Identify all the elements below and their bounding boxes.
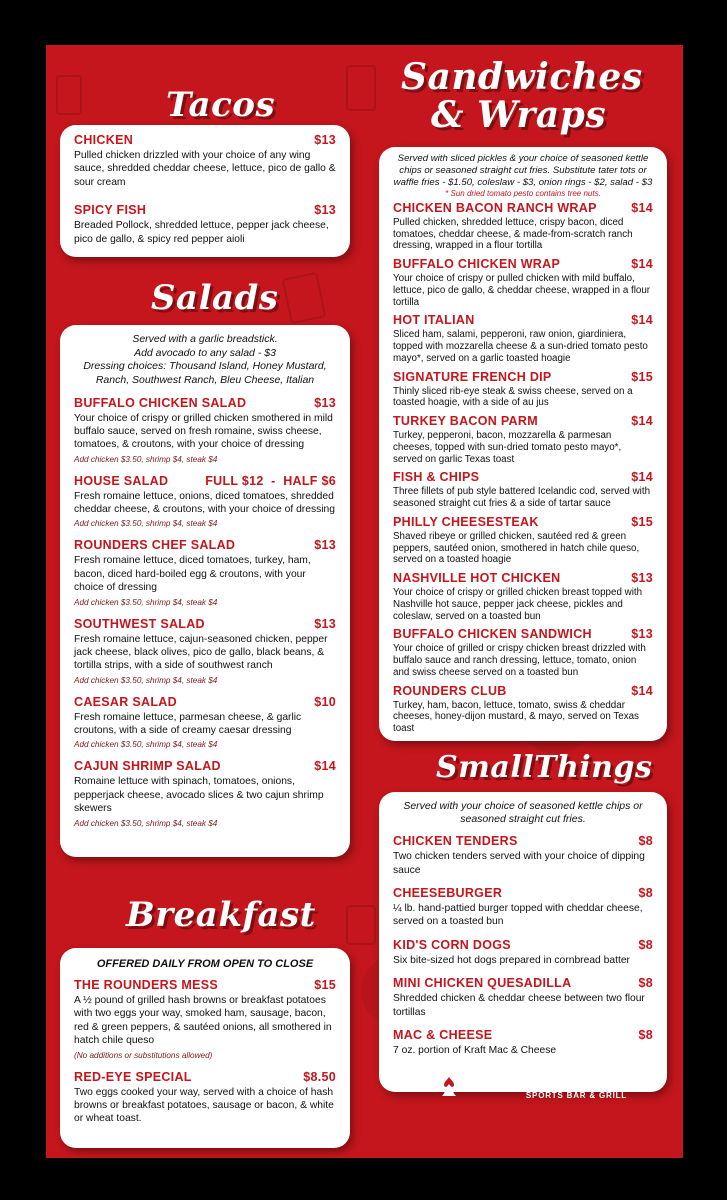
item-name: NASHVILLE HOT CHICKEN: [393, 571, 561, 586]
item-name: KID'S CORN DOGS: [393, 937, 511, 952]
item-name: PHILLY CHEESESTEAK: [393, 514, 539, 529]
item-addon: Add chicken $3.50, shrimp $4, steak $4: [74, 818, 218, 828]
breakfast-card: [60, 948, 350, 1148]
item-price: $13: [314, 395, 336, 410]
item-name: MAC & CHEESE: [393, 1027, 493, 1042]
list-item: [74, 203, 336, 246]
item-name: CHEESEBURGER: [393, 886, 503, 900]
item-description: Turkey, ham, bacon, lettuce, tomato, swiss & cheddar cheeses, honey-dijon mustard, & mayo, served on Texas toast: [393, 699, 639, 735]
item-price: $15: [631, 514, 653, 529]
glass-icon: [346, 65, 376, 111]
item-addon: Add chicken $3.50, shrimp $4, steak $4: [74, 675, 218, 685]
item-name: ROUNDERS CLUB: [393, 683, 507, 698]
salads-heading: Salads: [151, 278, 279, 318]
item-description: Pulled chicken drizzled with your choice of any wing sauce, shredded cheddar cheese, lettuce, pico de gallo & sour cream: [74, 150, 336, 188]
item-price: $14: [631, 683, 653, 698]
glass-icon: [346, 905, 376, 945]
item-name: CAESAR SALAD: [74, 694, 177, 709]
item-addon: Add chicken $3.50, shrimp $4, steak $4: [74, 454, 218, 464]
sandwiches-note-small: * Sun dried tomato pesto contains tree nuts.: [445, 188, 601, 198]
item-name: CHICKEN: [74, 133, 134, 147]
item-addon: (No additions or substitutions allowed): [74, 1050, 213, 1060]
item-description: Three fillets of pub style battered Icelandic cod, served with seasoned straight cut fries & a side of tartar sauce: [393, 486, 651, 510]
item-price: $14: [314, 759, 336, 774]
spade-icon: [436, 1068, 462, 1098]
item-name: HOUSE SALAD: [74, 473, 169, 488]
item-name: THE ROUNDERS MESS: [74, 978, 219, 992]
small-things-note: Served with your choice of seasoned kettle chips or seasoned straight cut fries.: [403, 800, 643, 826]
list-item: [393, 370, 653, 410]
item-name: ROUNDERS CHEF SALAD: [74, 538, 236, 553]
list-item: [74, 474, 336, 529]
item-price: $14: [631, 414, 653, 429]
item-description: Fresh romaine lettuce, diced tomatoes, turkey, ham, bacon, diced hard-boiled egg & croutons, with your choice of dressing: [74, 555, 311, 594]
item-description: ¼ lb. hand-pattied burger topped with cheddar cheese, served on a toasted bun: [393, 903, 643, 928]
item-description: Your choice of grilled or crispy chicken breast drizzled with buffalo sauce and ranch dressing, lettuce, tomato, onion and swiss cheese served on a toasted bun: [393, 643, 646, 678]
item-price: $15: [631, 369, 653, 384]
item-addon: Add chicken $3.50, shrimp $4, steak $4: [74, 519, 218, 529]
brand-name: ROUNDERS: [468, 1065, 627, 1093]
item-description: Your choice of crispy or grilled chicken breast topped with Nashville hot sauce, pepper jack cheese, pickles and coleslaw, served on a toasted bun: [393, 587, 643, 622]
item-name: FISH & CHIPS: [393, 470, 480, 485]
tacos-heading: Tacos: [166, 85, 276, 125]
item-name: CHICKEN BACON RANCH WRAP: [393, 200, 597, 215]
list-item: [74, 538, 336, 606]
item-description: Fresh romaine lettuce, cajun-seasoned chicken, pepper jack cheese, black olives, pico de gallo, black beans, & tortilla strips, with a side of southwest ranch: [74, 633, 328, 672]
item-price: $14: [631, 200, 653, 215]
item-description: Pulled chicken, shredded lettuce, crispy bacon, diced tomatoes, cheddar cheese, & made-from-scratch ranch dressing, wrapped in a flour tortilla: [393, 216, 633, 252]
item-description: Your choice of crispy or pulled chicken with mild buffalo, lettuce, pico de gallo, & cheddar cheese, wrapped in a flour tortilla: [393, 273, 651, 308]
item-description: Six bite-sized hot dogs prepared in cornbread batter: [393, 954, 630, 966]
item-name: HOT ITALIAN: [393, 313, 475, 328]
item-description: Breaded Pollock, shredded lettuce, pepper jack cheese, pico de gallo, & spicy red pepper aioli: [74, 220, 329, 245]
item-description: Thinly sliced rib-eye steak & swiss cheese, served on a toasted hoagie, with a side of au jus: [393, 385, 633, 409]
item-name: SPICY FISH: [74, 203, 147, 218]
list-item: [393, 1028, 653, 1057]
list-item: [74, 978, 336, 1060]
breakfast-heading: Breakfast: [126, 895, 316, 935]
tacos-card: [60, 125, 350, 257]
list-item: [393, 414, 653, 465]
item-price: $8: [638, 886, 653, 900]
list-item: [74, 396, 336, 464]
item-description: Two eggs cooked your way, served with a choice of hash browns or breakfast potatoes, sausage or bacon, & white or wheat toast.: [74, 1086, 334, 1125]
list-item: [393, 201, 653, 252]
item-description: Sliced ham, salami, pepperoni, raw onion, giardiniera, topped with mozzarella cheese & a sun-dried tomato pesto mayo*, served on a garlic toasted hoagie: [393, 329, 648, 364]
small-things-card: [379, 792, 667, 1092]
sandwiches-heading: Sandwiches & Wraps: [401, 56, 643, 136]
list-item: [393, 257, 653, 308]
item-price: $13: [314, 538, 336, 553]
item-addon: Add chicken $3.50, shrimp $4, steak $4: [74, 740, 218, 750]
small-things-heading: SmallThings: [436, 750, 653, 785]
item-price: FULL $12 - HALF $6: [205, 473, 336, 488]
menu-board: [46, 45, 683, 1158]
item-price: $8: [638, 937, 653, 952]
item-name: BUFFALO CHICKEN SANDWICH: [393, 627, 592, 642]
item-price: $14: [631, 313, 653, 328]
item-description: 7 oz. portion of Kraft Mac & Cheese: [393, 1044, 557, 1056]
list-item: [393, 515, 653, 566]
item-description: Fresh romaine lettuce, parmesan cheese, & garlic croutons, with a side of creamy caesar dressing: [74, 711, 302, 737]
list-item: [393, 470, 653, 510]
item-name: MINI CHICKEN QUESADILLA: [393, 976, 572, 991]
list-item: [74, 1070, 336, 1126]
list-item: [393, 571, 653, 622]
item-price: $14: [631, 257, 653, 272]
card-icon: [282, 272, 327, 324]
list-item: [393, 627, 653, 678]
list-item: [74, 617, 336, 685]
item-description: Fresh romaine lettuce, onions, diced tomatoes, shredded cheddar cheese, & croutons, with your choice of dressing: [74, 490, 335, 516]
item-price: $13: [631, 571, 653, 586]
item-name: SIGNATURE FRENCH DIP: [393, 369, 552, 384]
item-description: Turkey, pepperoni, bacon, mozzarella & parmesan cheeses, topped with sun-dried tomato pesto mayo*, served on garlic Texas toast: [393, 430, 622, 465]
item-description: Your choice of crispy or grilled chicken smothered in mild buffalo sauce, served on fresh romaine, swiss cheese, tomatoes, & croutons, with your choice of dressing: [74, 412, 333, 451]
brand-logo: [436, 1065, 627, 1100]
list-item: [74, 695, 336, 750]
list-item: [393, 976, 653, 1019]
item-price: $13: [314, 203, 336, 218]
item-description: Two chicken tenders served with your choice of dipping sauce: [393, 851, 645, 876]
item-price: $8.50: [303, 1069, 336, 1084]
glass-icon: [56, 75, 82, 115]
list-item: [393, 938, 653, 967]
item-price: $13: [631, 627, 653, 642]
item-description: Shaved ribeye or grilled chicken, sautéed red & green peppers, sautéed onion, smothered in hatch chile queso, served on a toasted hoagie: [393, 530, 640, 566]
item-price: $14: [631, 470, 653, 485]
list-item: [74, 133, 336, 189]
sandwiches-card: [379, 147, 667, 741]
brand-tagline: SPORTS BAR & GRILL: [525, 1091, 627, 1100]
item-description: Romaine lettuce with spinach, tomatoes, onions, pepperjack cheese, avocado slices & two cajun shrimp skewers: [74, 776, 324, 815]
salads-card: [60, 325, 350, 857]
salads-note: Served with a garlic breadstick. Add avocado to any salad - $3 Dressing choices: Thousand Island, Honey Mustard, Ranch, Southwest Ranch, Bleu Cheese, Italian: [83, 333, 327, 386]
list-item: [393, 834, 653, 877]
sandwiches-note: Served with sliced pickles & your choice of seasoned kettle chips or seasoned straight cut fries. Substitute tater tots or waffle fries - $1.50, coleslaw - $3, onion rings - $2, salad - $3: [393, 153, 653, 188]
item-name: SOUTHWEST SALAD: [74, 616, 205, 631]
breakfast-note: OFFERED DAILY FROM OPEN TO CLOSE: [96, 958, 314, 970]
item-name: RED-EYE SPECIAL: [74, 1069, 192, 1084]
item-addon: Add chicken $3.50, shrimp $4, steak $4: [74, 597, 218, 607]
item-price: $15: [314, 978, 336, 992]
item-price: $8: [638, 834, 653, 849]
list-item: [393, 684, 653, 735]
list-item: [393, 886, 653, 929]
item-name: BUFFALO CHICKEN SALAD: [74, 395, 247, 410]
item-name: CAJUN SHRIMP SALAD: [74, 759, 221, 774]
item-name: BUFFALO CHICKEN WRAP: [393, 257, 561, 272]
list-item: [393, 313, 653, 364]
item-description: Shredded chicken & cheddar cheese between two flour tortillas: [393, 993, 645, 1018]
item-description: A ½ pound of grilled hash browns or breakfast potatoes with two eggs your way, smoked ham, sausage, bacon, red & green peppers, & sautéed onions, all smothered in hatch chile queso: [74, 995, 332, 1047]
item-name: TURKEY BACON PARM: [393, 414, 538, 429]
item-price: $10: [314, 694, 336, 709]
item-price: $13: [314, 616, 336, 631]
item-price: $13: [314, 133, 336, 147]
list-item: [74, 759, 336, 827]
item-name: CHICKEN TENDERS: [393, 834, 518, 849]
item-price: $8: [638, 1027, 653, 1042]
item-price: $8: [638, 976, 653, 991]
